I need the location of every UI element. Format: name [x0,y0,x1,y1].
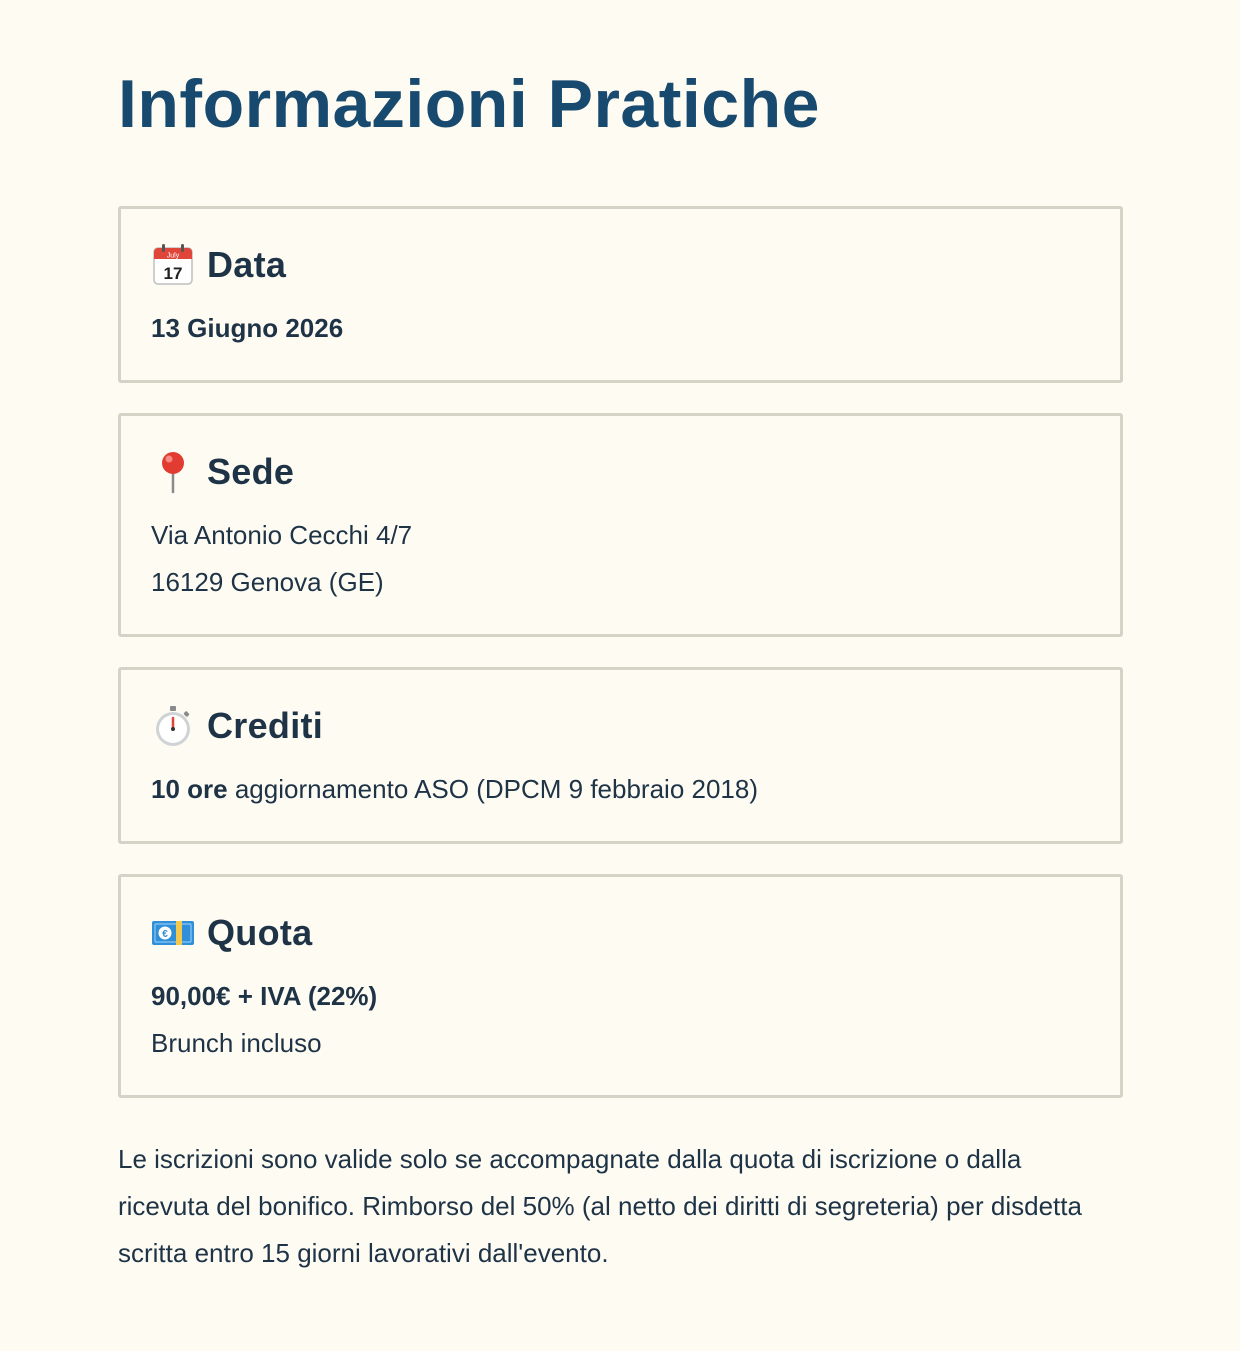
event-date: 13 Giugno 2026 [151,313,344,343]
date-card [118,206,1123,383]
date-card-header [151,237,1090,293]
credits-card-body [151,766,1090,813]
calendar-icon [151,243,195,287]
page-title: Informazioni Pratiche [118,66,820,142]
credits-card [118,667,1123,844]
credits-card-header [151,698,1090,754]
fee-price: 90,00€ + IVA (22%) [151,981,378,1011]
fee-note: Brunch incluso [151,1028,322,1058]
practical-info-page [118,0,1123,1303]
euro-banknote-icon [151,911,195,955]
pushpin-icon [151,450,195,494]
credits-card-title: Crediti [207,705,324,746]
venue-card-header [151,444,1090,500]
fee-card-body [151,973,1090,1067]
venue-card-body [151,512,1090,606]
fee-card [118,874,1123,1098]
stopwatch-icon [151,704,195,748]
venue-card-title: Sede [207,451,295,492]
euro-banknote-symbol: € [162,929,168,940]
venue-card [118,413,1123,637]
date-card-title: Data [207,244,287,285]
registration-terms: Le iscrizioni sono valide solo se accompagnate dalla quota di iscrizione o dalla ricevuta del bonifico. Rimborso del 50% (al netto dei diritti di segreteria) per disdetta scritta entro 15 giorni lavorativi dall'evento. [118,1144,1082,1268]
info-cards [118,206,1123,1098]
credit-hours: 10 ore [151,774,228,804]
calendar-icon-month: July [166,252,180,260]
credit-description: aggiornamento ASO (DPCM 9 febbraio 2018) [227,774,759,804]
address-line-2: 16129 Genova (GE) [151,567,384,597]
fee-card-title: Quota [207,912,313,953]
calendar-icon-day: 17 [163,264,183,283]
address-line-1: Via Antonio Cecchi 4/7 [151,520,413,550]
fee-card-header [151,905,1090,961]
date-card-body [151,305,1090,352]
